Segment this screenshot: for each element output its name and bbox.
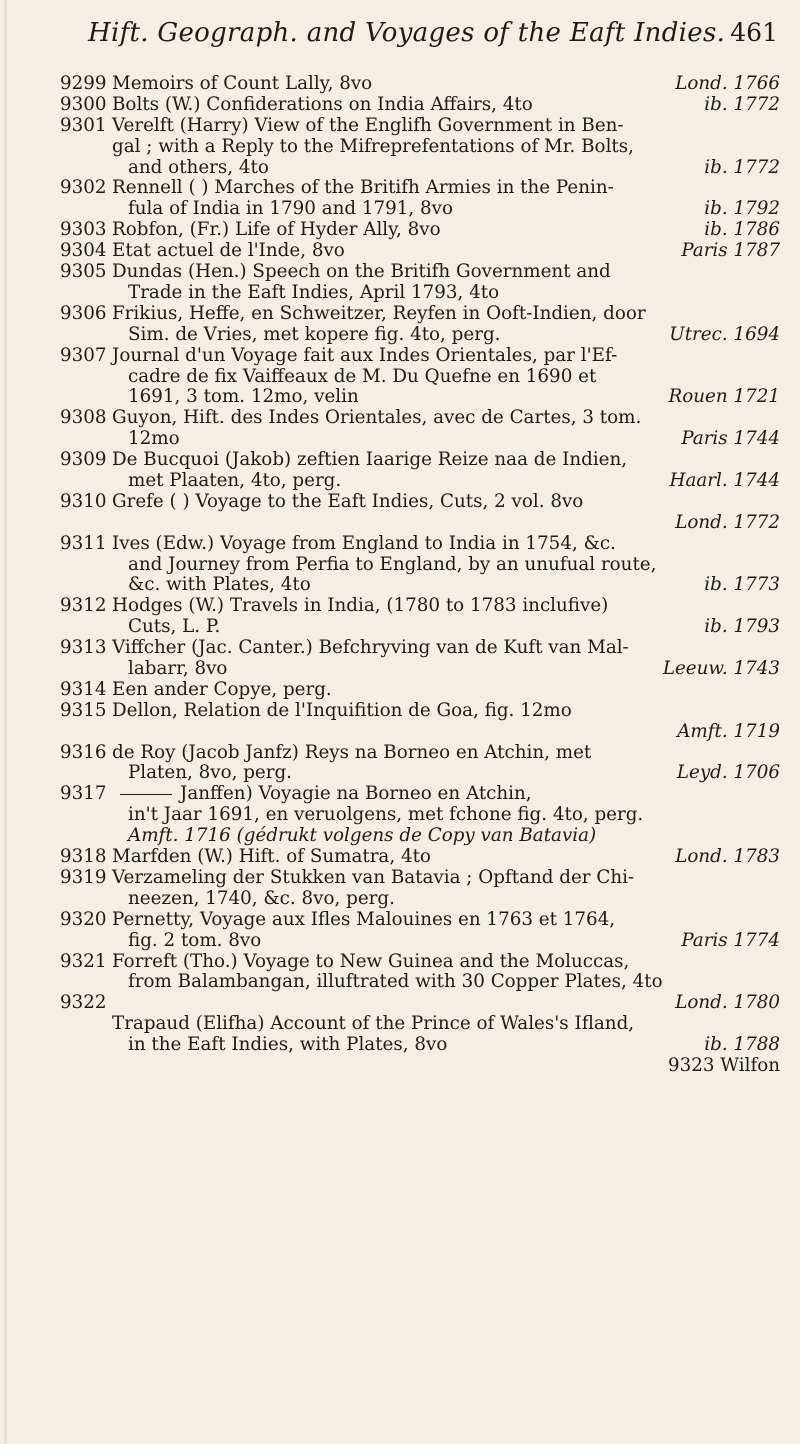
entry-text: Etat actuel de l'Inde, 8vo — [112, 240, 345, 262]
entry-text: Robfon, (Fr.) Life of Hyder Ally, 8vo — [112, 219, 441, 241]
catalogue-entry — [60, 596, 780, 638]
catalogue-entry — [60, 743, 780, 785]
entry-number: 9304 — [60, 240, 107, 262]
entry-text: Cuts, L. P. — [128, 616, 221, 638]
entry-text: Viffcher (Jac. Canter.) Befchryving van de Kuft van Mal- — [112, 637, 629, 659]
entry-text: and Journey from Perfia to England, by an unufual route, — [128, 553, 657, 575]
entry-text: Forreft (Tho.) Voyage to New Guinea and the Moluccas, — [112, 950, 630, 972]
catalogue-entry — [60, 847, 780, 868]
entry-text: labarr, 8vo — [128, 658, 228, 679]
ditto-rule — [120, 794, 172, 795]
entry-imprint: Paris 1744 — [681, 428, 780, 450]
entry-text: Trapaud (Elifha) Account of the Prince of Wales's Ifland, — [112, 1013, 635, 1035]
entry-number: 9319 — [60, 866, 107, 888]
entry-text: Janffen) Voyagie na Borneo en Atchin, — [180, 783, 532, 805]
entry-number: 9314 — [60, 678, 107, 700]
entry-text: Marfden (W.) Hift. of Sumatra, 4to — [112, 846, 431, 868]
entry-number: 9309 — [60, 449, 107, 471]
catalogue-entry — [60, 304, 780, 346]
entry-text: Bolts (W.) Confiderations on India Affairs, 4to — [112, 93, 533, 115]
entry-text: Frikius, Heffe, en Schweitzer, Reyfen in Ooft-Indien, door — [112, 302, 646, 324]
page-number: 461 — [730, 18, 778, 47]
entry-text: Sim. de Vries, met kopere fig. 4to, perg. — [128, 323, 501, 345]
entry-imprint: ib. 1773 — [704, 574, 780, 596]
catalogue-entry — [60, 952, 780, 994]
entry-text: neezen, 1740, &c. 8vo, perg. — [128, 887, 395, 909]
entry-number: 9313 — [60, 637, 107, 659]
entry-imprint: Lond. 1780 — [675, 992, 780, 1014]
entry-imprint: Leyd. 1706 — [676, 762, 780, 784]
catalogue-entry — [60, 680, 780, 701]
entry-text: 12mo — [128, 428, 180, 450]
catalogue-entry — [60, 534, 780, 597]
entry-text: met Plaaten, 4to, perg. — [128, 469, 342, 491]
entry-text: Memoirs of Count Lally, 8vo — [112, 73, 373, 94]
entry-number: 9310 — [60, 490, 107, 512]
catchword: 9323 Wilfon — [667, 1054, 780, 1076]
entry-imprint: Lond. 1766 — [675, 73, 780, 94]
entry-imprint: ib. 1772 — [704, 156, 780, 178]
catalogue-entry — [60, 74, 780, 95]
entry-text: Een ander Copye, perg. — [112, 678, 332, 700]
entry-number: 9305 — [60, 261, 107, 283]
catalogue-entry — [60, 95, 780, 116]
catalogue-entry — [60, 241, 780, 262]
entry-imprint: Leeuw. 1743 — [662, 658, 780, 679]
catalogue-entry — [60, 346, 780, 409]
entry-number: 9315 — [60, 699, 107, 721]
catalogue-entry — [60, 450, 780, 492]
entry-imprint: ib. 1786 — [704, 219, 780, 241]
entry-number: 9311 — [60, 532, 107, 554]
catalogue-entry — [60, 868, 780, 910]
entry-number: 9312 — [60, 595, 107, 617]
entry-text: in the Eaft Indies, with Plates, 8vo — [128, 1034, 448, 1056]
catalogue-entries — [60, 74, 780, 1077]
entry-text: Pernetty, Voyage aux Ifles Malouines en 1763 et 1764, — [112, 908, 616, 930]
entry-text: Journal d'un Voyage fait aux Indes Orientales, par l'Ef- — [112, 344, 618, 366]
entry-text: fula of India in 1790 and 1791, 8vo — [128, 198, 454, 220]
entry-text: De Bucquoi (Jakob) zeftien Iaarige Reize naa de Indien, — [112, 449, 628, 471]
entry-imprint: Amft. 1716 (gédrukt volgens de Copy van Batavia) — [128, 825, 597, 847]
entry-imprint: Paris 1774 — [681, 929, 780, 951]
catalogue-entry — [60, 116, 780, 179]
catalogue-entry — [60, 178, 780, 220]
entry-imprint: Haarl. 1744 — [669, 469, 780, 491]
catalogue-entry — [60, 993, 780, 1056]
entry-text: and others, 4to — [128, 156, 269, 178]
entry-number: 9307 — [60, 344, 107, 366]
entry-text: &c. with Plates, 4to — [128, 574, 311, 596]
catalogue-entry — [60, 220, 780, 241]
entry-text: Grefe ( ) Voyage to the Eaft Indies, Cuts, 2 vol. 8vo — [112, 490, 584, 512]
entry-text: from Balambangan, illuftrated with 30 Copper Plates, 4to — [128, 971, 663, 993]
catalogue-entry — [60, 408, 780, 450]
catalogue-entry — [60, 701, 780, 743]
entry-text: Ives (Edw.) Voyage from England to India in 1754, &c. — [112, 532, 616, 554]
entry-number: 9318 — [60, 846, 107, 868]
entry-imprint: Lond. 1783 — [675, 846, 780, 868]
entry-number: 9302 — [60, 177, 107, 199]
entry-imprint: Lond. 1772 — [675, 511, 780, 533]
entry-text: Guyon, Hift. des Indes Orientales, avec de Cartes, 3 tom. — [112, 407, 642, 429]
running-title: Hift. Geograph. and Voyages of the Eaft Indies. — [88, 18, 726, 48]
entry-text: Verelft (Harry) View of the Englifh Government in Ben- — [112, 114, 624, 136]
catalogue-entry — [60, 784, 780, 847]
catalogue-entry — [60, 262, 780, 304]
entry-number: 9320 — [60, 908, 107, 930]
entry-number: 9308 — [60, 407, 107, 429]
catalogue-entry — [60, 910, 780, 952]
entry-text: gal ; with a Reply to the Mifreprefentations of Mr. Bolts, — [112, 135, 634, 157]
entry-number: 9303 — [60, 219, 107, 241]
entry-number: 9316 — [60, 741, 107, 763]
entry-number: 9306 — [60, 302, 107, 324]
entry-imprint: Paris 1787 — [681, 240, 780, 262]
entry-number: 9322 — [60, 992, 107, 1014]
entry-number: 9321 — [60, 950, 107, 972]
entry-imprint: Rouen 1721 — [668, 386, 780, 408]
entry-imprint: ib. 1772 — [704, 93, 780, 115]
entry-imprint: ib. 1788 — [704, 1034, 780, 1056]
entry-text: Hodges (W.) Travels in India, (1780 to 1783 inclufive) — [112, 595, 609, 617]
entry-text: Platen, 8vo, perg. — [128, 762, 292, 784]
entry-imprint: Amft. 1719 — [677, 720, 780, 742]
entry-imprint: ib. 1792 — [704, 198, 780, 220]
entry-imprint: ib. 1793 — [704, 616, 780, 638]
entry-imprint: Utrec. 1694 — [669, 323, 780, 345]
entry-number: 9301 — [60, 114, 107, 136]
entry-text: Dellon, Relation de l'Inquifition de Goa, fig. 12mo — [112, 699, 572, 721]
catalogue-entry — [60, 638, 780, 680]
entry-text: cadre de fix Vaiffeaux de M. Du Quefne en 1690 et — [128, 365, 597, 387]
entry-text: fig. 2 tom. 8vo — [128, 929, 262, 951]
running-header — [88, 18, 778, 48]
entry-text: Rennell ( ) Marches of the Britifh Armies in the Penin- — [112, 177, 614, 199]
entry-text: Dundas (Hen.) Speech on the Britifh Government and — [112, 261, 611, 283]
entry-text: de Roy (Jacob Janfz) Reys na Borneo en Atchin, met — [112, 741, 592, 763]
entry-text: Verzameling der Stukken van Batavia ; Opftand der Chi- — [112, 866, 635, 888]
entry-text: 1691, 3 tom. 12mo, velin — [128, 386, 359, 408]
catalogue-entry — [60, 492, 780, 534]
entry-text: in't Jaar 1691, en veruolgens, met fchone fig. 4to, perg. — [128, 804, 644, 826]
entry-number: 9317 — [60, 783, 107, 805]
entry-number: 9300 — [60, 93, 107, 115]
page-edge — [4, 0, 7, 1444]
entry-number: 9299 — [60, 73, 107, 94]
entry-text: Trade in the Eaft Indies, April 1793, 4to — [128, 281, 500, 303]
